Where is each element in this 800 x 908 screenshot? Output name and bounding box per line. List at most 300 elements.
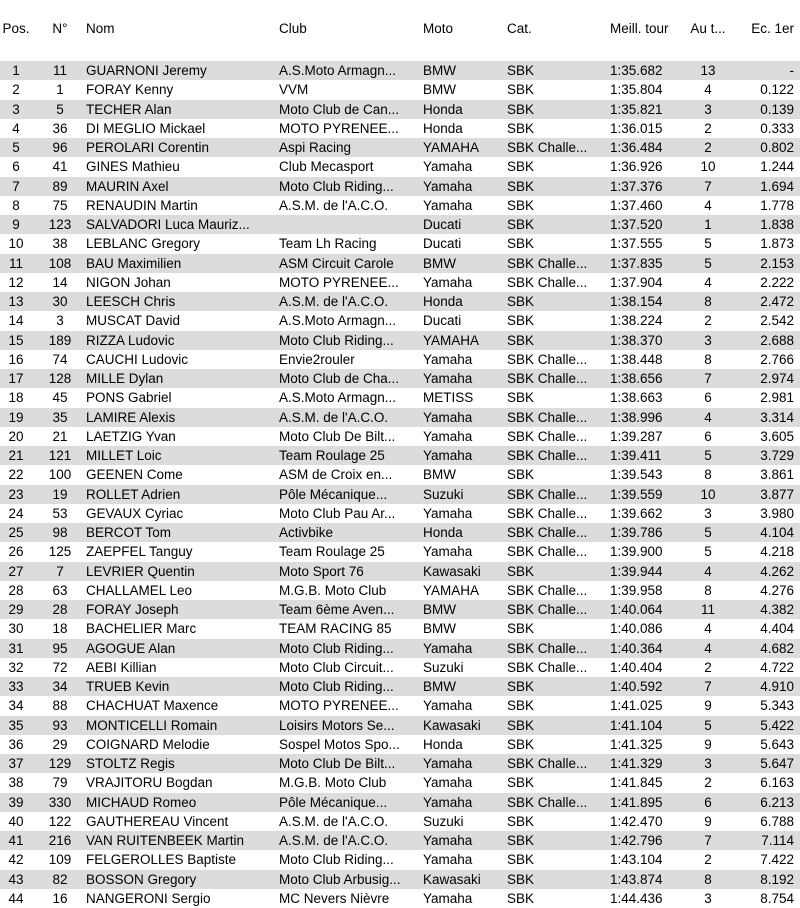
table-row[interactable] (0, 542, 800, 561)
cell-club: A.S.M. de l'A.C.O. (279, 814, 389, 829)
cell-pos: 4 (12, 121, 20, 136)
cell-laps: 3 (704, 891, 712, 906)
cell-club: M.G.B. Moto Club (279, 775, 387, 790)
cell-nom: COIGNARD Melodie (86, 737, 210, 752)
cell-best-lap: 1:39.287 (610, 429, 663, 444)
cell-moto: Yamaha (423, 410, 473, 425)
cell-cat: SBK (507, 679, 535, 694)
cell-nom: MICHAUD Romeo (86, 795, 197, 810)
table-row[interactable] (0, 696, 800, 715)
cell-laps: 7 (704, 371, 712, 386)
cell-moto: Suzuki (423, 814, 464, 829)
cell-best-lap: 1:35.804 (610, 82, 663, 97)
cell-num: 88 (52, 698, 68, 713)
cell-num: 5 (56, 102, 64, 117)
cell-cat: SBK Challe... (507, 602, 588, 617)
cell-cat: SBK (507, 179, 535, 194)
cell-pos: 25 (8, 525, 24, 540)
cell-gap: 4.910 (760, 679, 794, 694)
header-gap[interactable]: Ec. 1er (751, 21, 794, 36)
header-num[interactable]: N° (52, 21, 68, 36)
cell-cat: SBK (507, 621, 535, 636)
table-row[interactable] (0, 677, 800, 696)
table-row[interactable] (0, 562, 800, 581)
cell-pos: 31 (8, 641, 24, 656)
cell-num: 121 (48, 448, 72, 463)
cell-laps: 7 (704, 833, 712, 848)
cell-cat: SBK Challe... (507, 410, 588, 425)
cell-club: Activbike (279, 525, 334, 540)
cell-pos: 17 (8, 371, 24, 386)
cell-nom: GUARNONI Jeremy (86, 63, 207, 78)
cell-best-lap: 1:37.520 (610, 217, 663, 232)
cell-cat: SBK (507, 313, 535, 328)
cell-pos: 43 (8, 872, 24, 887)
table-row[interactable] (0, 446, 800, 465)
cell-nom: TRUEB Kevin (86, 679, 170, 694)
cell-best-lap: 1:37.376 (610, 179, 663, 194)
header-moto[interactable]: Moto (423, 21, 454, 36)
cell-nom: CHALLAMEL Leo (86, 583, 193, 598)
table-row[interactable] (0, 408, 800, 427)
cell-club: MOTO PYRENEE... (279, 698, 399, 713)
cell-num: 72 (52, 660, 68, 675)
table-row[interactable] (0, 465, 800, 484)
header-cat[interactable]: Cat. (507, 21, 532, 36)
table-row[interactable] (0, 735, 800, 754)
cell-moto: Yamaha (423, 275, 473, 290)
cell-gap: 3.877 (760, 487, 794, 502)
cell-club: Moto Club Riding... (279, 179, 394, 194)
cell-cat: SBK (507, 294, 535, 309)
cell-club: Moto Club De Bilt... (279, 756, 396, 771)
cell-club: Team 6ème Aven... (279, 602, 395, 617)
cell-gap: 2.222 (760, 275, 794, 290)
cell-best-lap: 1:41.025 (610, 698, 663, 713)
cell-moto: Honda (423, 737, 463, 752)
cell-laps: 4 (704, 641, 712, 656)
cell-nom: VRAJITORU Bogdan (86, 775, 213, 790)
cell-num: 93 (52, 718, 68, 733)
cell-moto: Yamaha (423, 852, 473, 867)
cell-cat: SBK (507, 852, 535, 867)
cell-gap: 4.722 (760, 660, 794, 675)
header-pos[interactable]: Pos. (2, 21, 30, 36)
cell-best-lap: 1:41.325 (610, 737, 663, 752)
cell-laps: 2 (704, 660, 712, 675)
cell-club: MOTO PYRENEE... (279, 121, 399, 136)
cell-best-lap: 1:37.904 (610, 275, 663, 290)
cell-gap: 5.343 (760, 698, 794, 713)
table-row[interactable] (0, 793, 800, 812)
cell-laps: 3 (704, 756, 712, 771)
table-row[interactable] (0, 523, 800, 542)
cell-cat: SBK Challe... (507, 275, 588, 290)
cell-pos: 29 (8, 602, 24, 617)
cell-pos: 8 (12, 198, 20, 213)
cell-laps: 8 (704, 294, 712, 309)
cell-nom: STOLTZ Regis (86, 756, 175, 771)
table-row[interactable] (0, 639, 800, 658)
cell-best-lap: 1:37.460 (610, 198, 663, 213)
table-row[interactable] (0, 658, 800, 677)
cell-club: Moto Club Riding... (279, 641, 394, 656)
cell-nom: GEVAUX Cyriac (86, 506, 184, 521)
cell-laps: 5 (704, 544, 712, 559)
table-row[interactable] (0, 812, 800, 831)
cell-gap: 7.114 (761, 833, 794, 848)
cell-laps: 4 (704, 275, 712, 290)
cell-num: 79 (52, 775, 68, 790)
cell-gap: 8.192 (760, 872, 794, 887)
cell-moto: Suzuki (423, 660, 464, 675)
table-row[interactable] (0, 773, 800, 792)
cell-nom: GINES Mathieu (86, 159, 180, 174)
cell-best-lap: 1:44.436 (610, 891, 663, 906)
cell-club: Club Mecasport (279, 159, 374, 174)
header-best-lap[interactable]: Meill. tour (610, 21, 669, 36)
cell-pos: 22 (8, 467, 24, 482)
table-row[interactable] (0, 119, 800, 138)
cell-moto: Ducati (423, 217, 462, 232)
cell-moto: Yamaha (423, 795, 473, 810)
table-row[interactable] (0, 273, 800, 292)
cell-cat: SBK (507, 891, 535, 906)
cell-gap: 0.122 (760, 82, 794, 97)
cell-cat: SBK (507, 698, 535, 713)
cell-club: Moto Club de Cha... (279, 371, 400, 386)
cell-num: 41 (52, 159, 68, 174)
cell-pos: 27 (8, 564, 24, 579)
cell-club: M.G.B. Moto Club (279, 583, 387, 598)
cell-club: A.S.M. de l'A.C.O. (279, 294, 389, 309)
table-header (0, 19, 800, 39)
cell-num: 96 (52, 140, 68, 155)
cell-num: 100 (48, 467, 72, 482)
cell-gap: 3.980 (760, 506, 794, 521)
cell-nom: RIZZA Ludovic (86, 333, 175, 348)
cell-laps: 10 (700, 159, 716, 174)
cell-num: 63 (52, 583, 68, 598)
cell-gap: 0.802 (760, 140, 794, 155)
cell-laps: 4 (704, 564, 712, 579)
cell-num: 108 (48, 256, 72, 271)
cell-num: 109 (48, 852, 72, 867)
cell-best-lap: 1:40.064 (610, 602, 663, 617)
cell-best-lap: 1:43.874 (610, 872, 663, 887)
cell-club: Moto Club de Can... (279, 102, 400, 117)
table-row[interactable] (0, 889, 800, 908)
cell-moto: Honda (423, 121, 463, 136)
cell-gap: 2.974 (760, 371, 794, 386)
cell-laps: 10 (700, 487, 716, 502)
cell-nom: VAN RUITENBEEK Martin (86, 833, 245, 848)
cell-cat: SBK (507, 333, 535, 348)
cell-best-lap: 1:35.821 (610, 102, 663, 117)
table-row[interactable] (0, 331, 800, 350)
cell-cat: SBK Challe... (507, 140, 588, 155)
cell-laps: 4 (704, 410, 712, 425)
cell-gap: 6.788 (760, 814, 794, 829)
cell-laps: 8 (704, 583, 712, 598)
table-row[interactable] (0, 504, 800, 523)
header-nom[interactable]: Nom (86, 21, 115, 36)
cell-num: 89 (52, 179, 68, 194)
cell-nom: FORAY Kenny (86, 82, 174, 97)
cell-nom: MILLET Loic (86, 448, 162, 463)
cell-num: 95 (52, 641, 68, 656)
table-row[interactable] (0, 716, 800, 735)
cell-laps: 3 (704, 102, 712, 117)
cell-club: A.S.M. de l'A.C.O. (279, 198, 389, 213)
cell-num: 16 (52, 891, 68, 906)
cell-num: 35 (52, 410, 68, 425)
cell-best-lap: 1:36.484 (610, 140, 663, 155)
cell-nom: AEBI Killian (86, 660, 157, 675)
cell-gap: 4.404 (760, 621, 794, 636)
cell-cat: SBK Challe... (507, 506, 588, 521)
cell-cat: SBK Challe... (507, 641, 588, 656)
cell-num: 38 (52, 236, 68, 251)
cell-cat: SBK Challe... (507, 525, 588, 540)
table-row[interactable] (0, 485, 800, 504)
cell-club: Moto Club Riding... (279, 679, 394, 694)
cell-num: 14 (52, 275, 68, 290)
cell-num: 19 (52, 487, 68, 502)
cell-best-lap: 1:39.900 (610, 544, 663, 559)
cell-cat: SBK (507, 833, 535, 848)
table-row[interactable] (0, 157, 800, 176)
table-row[interactable] (0, 196, 800, 215)
cell-moto: Kawasaki (423, 872, 481, 887)
cell-num: 1 (56, 82, 64, 97)
table-row[interactable] (0, 177, 800, 196)
cell-moto: BMW (423, 602, 456, 617)
cell-gap: 3.314 (760, 410, 794, 425)
cell-club: Sospel Motos Spo... (279, 737, 400, 752)
cell-club: A.S.Moto Armagn... (279, 63, 397, 78)
cell-nom: SALVADORI Luca Mauriz... (86, 217, 250, 232)
table-row[interactable] (0, 215, 800, 234)
cell-gap: 1.694 (760, 179, 794, 194)
cell-best-lap: 1:38.656 (610, 371, 663, 386)
cell-num: 11 (52, 63, 67, 78)
cell-gap: 0.333 (760, 121, 794, 136)
cell-pos: 12 (8, 275, 24, 290)
cell-moto: BMW (423, 621, 456, 636)
table-row[interactable] (0, 850, 800, 869)
cell-num: 7 (56, 564, 64, 579)
cell-best-lap: 1:40.592 (610, 679, 663, 694)
cell-best-lap: 1:41.104 (610, 718, 663, 733)
cell-club: Moto Club Arbusig... (279, 872, 401, 887)
cell-num: 82 (52, 872, 68, 887)
cell-cat: SBK (507, 217, 535, 232)
table-row[interactable] (0, 234, 800, 253)
cell-nom: BAU Maximilien (86, 256, 182, 271)
cell-best-lap: 1:41.329 (610, 756, 663, 771)
cell-pos: 2 (12, 82, 20, 97)
cell-club: Moto Club De Bilt... (279, 429, 396, 444)
cell-nom: GAUTHEREAU Vincent (86, 814, 229, 829)
table-row[interactable] (0, 61, 800, 80)
cell-club: Moto Club Riding... (279, 852, 394, 867)
cell-laps: 7 (704, 679, 712, 694)
cell-laps: 2 (704, 852, 712, 867)
cell-laps: 7 (704, 179, 712, 194)
cell-pos: 41 (8, 833, 24, 848)
cell-moto: Honda (423, 294, 463, 309)
cell-laps: 9 (704, 698, 712, 713)
cell-nom: LEVRIER Quentin (86, 564, 195, 579)
table-row[interactable] (0, 292, 800, 311)
table-row[interactable] (0, 600, 800, 619)
cell-num: 75 (52, 198, 68, 213)
cell-moto: YAMAHA (423, 583, 480, 598)
cell-gap: 1.873 (760, 236, 794, 251)
cell-cat: SBK (507, 102, 535, 117)
table-row[interactable] (0, 138, 800, 157)
header-club[interactable]: Club (279, 21, 307, 36)
cell-gap: 4.262 (760, 564, 794, 579)
cell-pos: 39 (8, 795, 24, 810)
cell-best-lap: 1:38.663 (610, 390, 663, 405)
cell-best-lap: 1:39.786 (610, 525, 663, 540)
cell-cat: SBK (507, 198, 535, 213)
cell-pos: 37 (8, 756, 24, 771)
cell-club: ASM de Croix en... (279, 467, 393, 482)
cell-cat: SBK (507, 390, 535, 405)
cell-laps: 2 (704, 140, 712, 155)
cell-cat: SBK (507, 737, 535, 752)
cell-gap: 2.153 (760, 256, 794, 271)
cell-best-lap: 1:41.845 (610, 775, 663, 790)
cell-nom: CAUCHI Ludovic (86, 352, 189, 367)
cell-pos: 10 (8, 236, 24, 251)
cell-pos: 1 (12, 63, 20, 78)
cell-moto: BMW (423, 256, 456, 271)
cell-cat: SBK (507, 872, 535, 887)
cell-gap: 2.688 (760, 333, 794, 348)
cell-club: ASM Circuit Carole (279, 256, 394, 271)
cell-best-lap: 1:37.555 (610, 236, 663, 251)
table-row[interactable] (0, 311, 800, 330)
cell-pos: 40 (8, 814, 24, 829)
cell-moto: Yamaha (423, 756, 473, 771)
cell-nom: BACHELIER Marc (86, 621, 197, 636)
table-row[interactable] (0, 254, 800, 273)
cell-gap: 4.218 (760, 544, 794, 559)
cell-nom: ZAEPFEL Tanguy (86, 544, 193, 559)
cell-moto: Yamaha (423, 159, 473, 174)
cell-pos: 21 (8, 448, 24, 463)
cell-best-lap: 1:43.104 (610, 852, 663, 867)
cell-num: 18 (52, 621, 68, 636)
cell-cat: SBK Challe... (507, 487, 588, 502)
cell-laps: 1 (704, 217, 712, 232)
cell-nom: LAETZIG Yvan (86, 429, 176, 444)
cell-pos: 3 (12, 102, 20, 117)
cell-laps: 5 (704, 256, 712, 271)
table-row[interactable] (0, 581, 800, 600)
table-row[interactable] (0, 427, 800, 446)
cell-club: Moto Club Circuit... (279, 660, 394, 675)
cell-best-lap: 1:39.662 (610, 506, 663, 521)
cell-club: A.S.M. de l'A.C.O. (279, 833, 389, 848)
table-row[interactable] (0, 870, 800, 889)
cell-nom: PONS Gabriel (86, 390, 172, 405)
cell-laps: 9 (704, 737, 712, 752)
cell-pos: 30 (8, 621, 24, 636)
cell-pos: 13 (8, 294, 24, 309)
cell-nom: MAURIN Axel (86, 179, 169, 194)
cell-num: 330 (48, 795, 72, 810)
cell-moto: METISS (423, 390, 474, 405)
cell-laps: 13 (700, 63, 716, 78)
cell-moto: Suzuki (423, 487, 464, 502)
cell-best-lap: 1:39.543 (610, 467, 663, 482)
cell-nom: TECHER Alan (86, 102, 172, 117)
cell-gap: 4.682 (760, 641, 794, 656)
cell-club: MC Nevers Nièvre (279, 891, 390, 906)
cell-num: 98 (52, 525, 68, 540)
table-row[interactable] (0, 388, 800, 407)
cell-pos: 44 (8, 891, 24, 906)
cell-pos: 28 (8, 583, 24, 598)
cell-nom: NANGERONI Sergio (86, 891, 211, 906)
cell-laps: 11 (700, 602, 715, 617)
table-row[interactable] (0, 754, 800, 773)
table-row[interactable] (0, 350, 800, 369)
cell-moto: Yamaha (423, 775, 473, 790)
table-row[interactable] (0, 369, 800, 388)
cell-gap: 4.382 (760, 602, 794, 617)
cell-club: Pôle Mécanique... (279, 795, 388, 810)
cell-gap: 2.472 (760, 294, 794, 309)
cell-cat: SBK (507, 718, 535, 733)
table-row[interactable] (0, 619, 800, 638)
cell-laps: 8 (704, 352, 712, 367)
table-row[interactable] (0, 80, 800, 99)
cell-num: 216 (48, 833, 72, 848)
cell-moto: BMW (423, 467, 456, 482)
cell-cat: SBK Challe... (507, 429, 588, 444)
header-laps[interactable]: Au t... (690, 21, 726, 36)
cell-nom: BERCOT Tom (86, 525, 172, 540)
table-row[interactable] (0, 831, 800, 850)
cell-laps: 9 (704, 814, 712, 829)
cell-laps: 2 (704, 775, 712, 790)
cell-pos: 7 (12, 179, 20, 194)
cell-best-lap: 1:36.926 (610, 159, 663, 174)
cell-club: Moto Club Riding... (279, 333, 394, 348)
cell-club: VVM (279, 82, 309, 97)
cell-cat: SBK Challe... (507, 583, 588, 598)
cell-cat: SBK (507, 82, 535, 97)
cell-nom: AGOGUE Alan (86, 641, 176, 656)
cell-laps: 5 (704, 236, 712, 251)
cell-pos: 23 (8, 487, 24, 502)
cell-gap: 4.276 (760, 583, 794, 598)
table-row[interactable] (0, 100, 800, 119)
cell-moto: Yamaha (423, 833, 473, 848)
cell-best-lap: 1:39.411 (610, 448, 662, 463)
cell-pos: 19 (8, 410, 24, 425)
cell-nom: CHACHUAT Maxence (86, 698, 219, 713)
cell-club: Envie2rouler (279, 352, 355, 367)
cell-num: 34 (52, 679, 68, 694)
cell-gap: 2.981 (760, 390, 794, 405)
